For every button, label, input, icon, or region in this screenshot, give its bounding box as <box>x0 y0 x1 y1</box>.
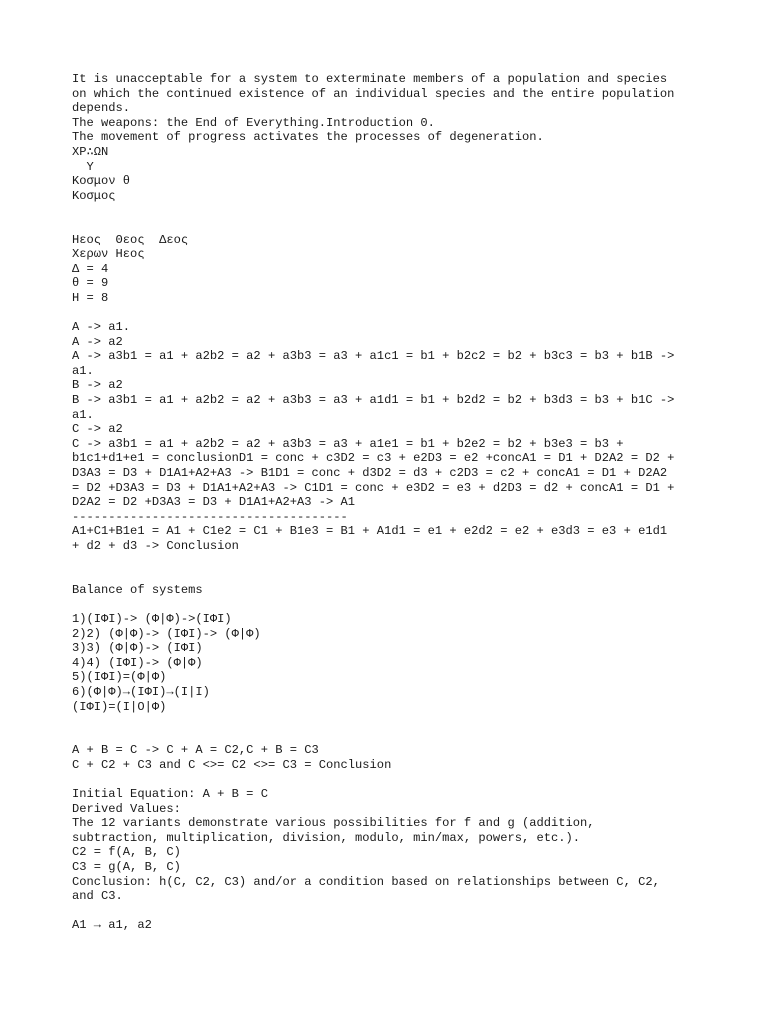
text-line: The 12 variants demonstrate various possibilities for f and g (addition, <box>72 816 595 831</box>
text-line: A1 → a1, a2 <box>72 918 152 933</box>
text-line: ΧΡ∴ΩΝ <box>72 144 109 159</box>
text-line: C2 = f(A, B, C) <box>72 845 181 860</box>
text-line <box>72 203 712 218</box>
text-line: 6)(Φ|Φ)→(IΦI)→(I|I) <box>72 684 210 699</box>
text-line: 4)4) (IΦI)-> (Φ|Φ) <box>72 655 203 670</box>
text-line: Δ = 4 <box>72 261 109 276</box>
text-line: Χερων Ηεος <box>72 247 145 262</box>
text-line: a1. <box>72 363 94 378</box>
text-line: Ηεος Θεος Δεος <box>72 232 189 247</box>
text-line: + d2 + d3 -> Conclusion <box>72 539 239 553</box>
document-body <box>72 72 712 933</box>
text-line: C -> a2 <box>72 422 123 437</box>
text-line: C3 = g(A, B, C) <box>72 860 181 875</box>
text-line: b1c1+d1+e1 = conclusionD1 = conc + c3D2 = c3 + e2D3 = e2 +concA1 = D1 + D2A2 = D2 + <box>72 451 675 466</box>
text-line: A + B = C -> C + A = C2,C + B = C3 <box>72 743 319 758</box>
text-line: 3)3) (Φ|Φ)-> (IΦI) <box>72 641 203 656</box>
text-line: Balance of systems <box>72 582 203 597</box>
text-line <box>72 554 712 569</box>
text-line: D3A3 = D3 + D1A1+A2+A3 -> B1D1 = conc + d3D2 = d3 + c2D3 = c2 + concA1 = D1 + D2A2 <box>72 466 668 481</box>
text-line <box>72 568 712 583</box>
text-line: Derived Values: <box>72 801 181 816</box>
text-line: A -> a1. <box>72 320 131 335</box>
text-line: C + C2 + C3 and C <>= C2 <>= C3 = Conclusion <box>72 757 392 772</box>
text-line <box>72 904 712 919</box>
text-line: B -> a2 <box>72 378 123 393</box>
text-line <box>72 597 712 612</box>
text-line: A -> a2 <box>72 334 123 349</box>
text-line: D2A2 = D2 +D3A3 = D3 + D1A1+A2+A3 -> A1 <box>72 495 356 510</box>
text-line: depends. <box>72 101 131 116</box>
text-line: 1)(IΦI)-> (Φ|Φ)->(IΦI) <box>72 611 232 626</box>
text-line: Κοσμος <box>72 188 116 203</box>
text-line: B -> a3b1 = a1 + a2b2 = a2 + a3b3 = a3 + a1d1 = b1 + b2d2 = b2 + b3d3 = b3 + b1C -> <box>72 393 675 408</box>
text-line: on which the continued existence of an individual species and the entire population <box>72 86 675 101</box>
text-line: The weapons: the End of Everything.Introduction 0. <box>72 115 435 130</box>
text-line: = D2 +D3A3 = D3 + D1A1+A2+A3 -> C1D1 = conc + e3D2 = e3 + d2D3 = d2 + concA1 = D1 + <box>72 480 675 495</box>
text-line: A -> a3b1 = a1 + a2b2 = a2 + a3b3 = a3 + a1c1 = b1 + b2c2 = b2 + b3c3 = b3 + b1B -> <box>72 349 675 364</box>
text-line: It is unacceptable for a system to exterminate members of a population and species <box>72 72 668 86</box>
text-line: and C3. <box>72 889 123 904</box>
text-line: Initial Equation: A + B = C <box>72 787 268 802</box>
text-line <box>72 714 712 729</box>
text-line: subtraction, multiplication, division, modulo, min/max, powers, etc.). <box>72 830 581 845</box>
text-line: Κοσμον θ <box>72 174 131 189</box>
text-line: A1+C1+B1e1 = A1 + C1e2 = C1 + B1e3 = B1 + A1d1 = e1 + e2d2 = e2 + e3d3 = e3 + e1d1 <box>72 524 668 539</box>
text-line: θ = 9 <box>72 276 109 291</box>
text-line: 5)(IΦI)=(Φ|Φ) <box>72 670 167 685</box>
text-line: C -> a3b1 = a1 + a2b2 = a2 + a3b3 = a3 + a1e1 = b1 + b2e2 = b2 + b3e3 = b3 + <box>72 436 624 451</box>
text-line <box>72 218 712 233</box>
text-line <box>72 729 712 744</box>
text-line: Conclusion: h(C, C2, C3) and/or a condition based on relationships between C, C2, <box>72 874 660 889</box>
text-line: -------------------------------------- <box>72 509 348 524</box>
text-line: The movement of progress activates the processes of degeneration. <box>72 130 544 145</box>
text-line: Η = 8 <box>72 290 109 305</box>
text-line <box>72 306 712 321</box>
text-line: 2)2) (Φ|Φ)-> (IΦI)-> (Φ|Φ) <box>72 626 261 641</box>
text-line: (IΦI)=(I|O|Φ) <box>72 699 167 714</box>
text-line: Υ <box>72 159 94 174</box>
text-line <box>72 773 712 788</box>
text-line: a1. <box>72 407 94 422</box>
